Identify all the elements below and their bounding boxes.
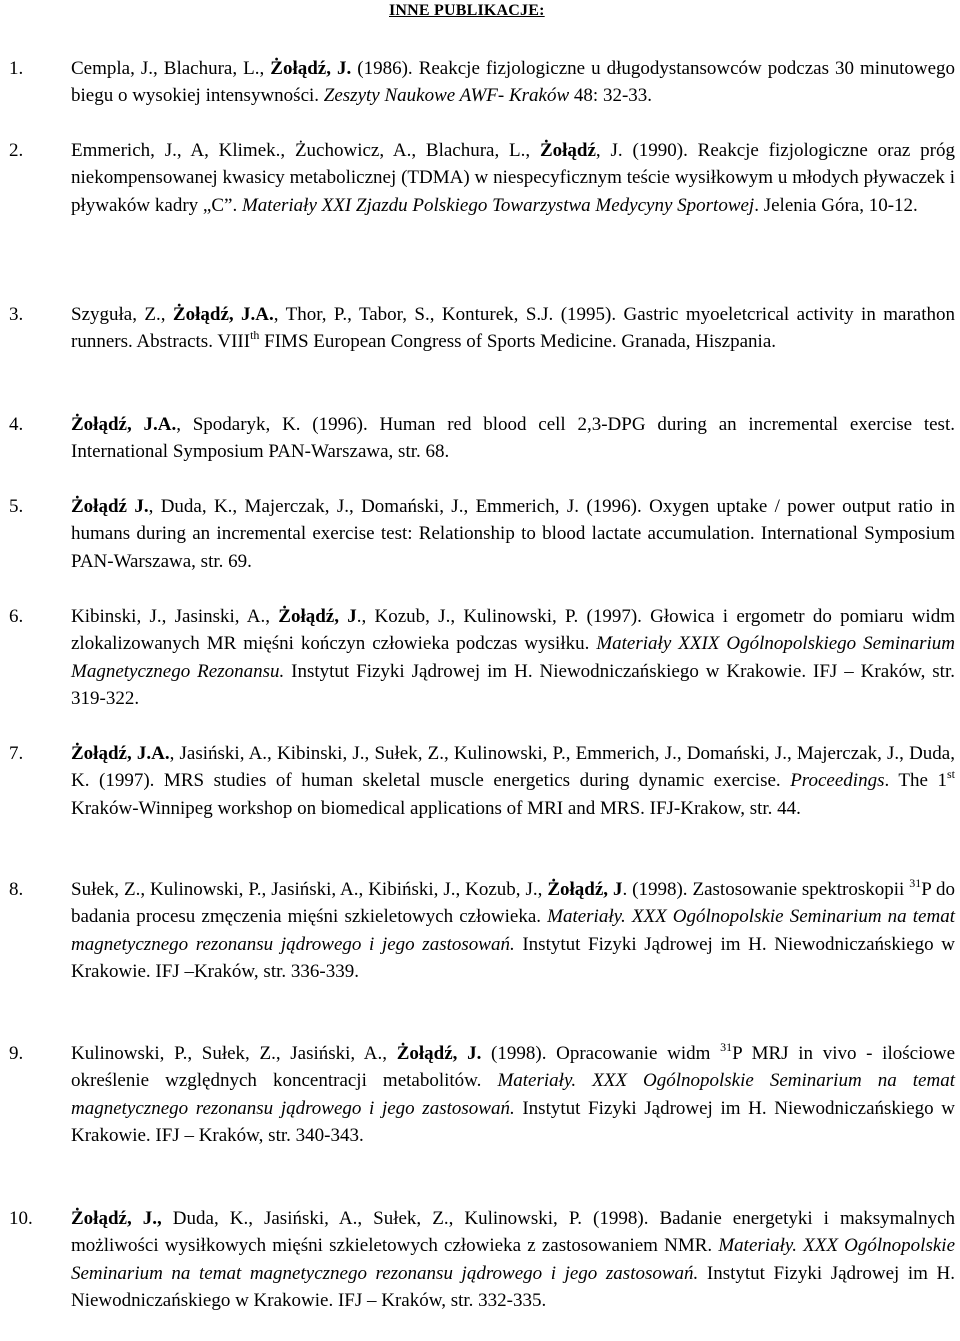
citation-text: Instytut Fizyki Jądrowej im H. Niewodniczańskiego w Krakowie. IFJ – Kraków, str. 340-343. — [71, 1097, 955, 1146]
entry-text — [71, 876, 955, 985]
publication-entry — [0, 1205, 960, 1314]
publication-entry — [0, 301, 960, 356]
author-highlight: Żołądź, J. — [396, 1043, 482, 1064]
citation-text: FIMS European Congress of Sports Medicine. Granada, Hiszpania. — [259, 331, 776, 353]
author-highlight: Żołądź, J — [547, 879, 623, 900]
journal-title: Proceedings — [790, 770, 885, 792]
journal-title: Materiały. XXX Ogólnopolskie Seminarium na temat magnetycznego rezonansu jądrowego i jego zastosowań. — [71, 1070, 955, 1119]
citation-text: . Jelenia Góra, 10-12. — [754, 194, 918, 216]
authors: Sułek, Z., Kulinowski, P., Jasiński, A., Kibiński, J., Kozub, J., — [71, 879, 548, 900]
citation-text: 48: 32-33. — [569, 85, 653, 107]
entry-text — [71, 740, 955, 822]
citation-text: . The 1 — [884, 770, 947, 792]
entry-text — [71, 301, 955, 356]
citation-text: , Jasiński, A., Kibinski, J., Sułek, Z., Kulinowski, P., Emmerich, J., Domański, J., Majerczak, J., Duda, K. (1997). MRS studies of human skeletal muscle energetics during dynamic exercise. — [71, 743, 955, 792]
journal-title: Materiały XXIX Ogólnopolskiego Seminarium Magnetycznego Rezonansu. — [71, 633, 955, 682]
entry-text — [71, 493, 955, 575]
author-highlight: Żołądź, J.A. — [71, 414, 177, 435]
citation-text: Kraków-Winnipeg workshop on biomedical applications of MRI and MRS. IFJ-Krakow, str. 44. — [71, 797, 801, 819]
entry-number: 8. — [9, 879, 24, 900]
author-highlight: Żołądź, J.A. — [71, 743, 170, 764]
journal-title: Materiały. XXX Ogólnopolskie Seminarium na temat magnetycznego rezonansu jądrowego i jego zastosowań. — [71, 1235, 955, 1284]
publication-entry — [0, 493, 960, 575]
entry-number: 9. — [9, 1043, 24, 1064]
author-highlight: Żołądź J. — [71, 496, 149, 517]
citation-text: Instytut Fizyki Jądrowej im H. Niewodniczańskiego w Krakowie. IFJ – Kraków, str. 319-322. — [71, 660, 955, 709]
entry-number: 2. — [9, 140, 24, 161]
citation-text: , J. (1990). Reakcje fizjologiczne oraz próg niekompensowanej kwasicy metabolicznej (TDMA) w niespecyficznym teście wysiłkowym u młodych pływaczek i pływaków kadry „C”. — [71, 140, 955, 216]
author-highlight: Żołądź, J — [278, 606, 357, 627]
citation-text: (1986). Reakcje fizjologiczne u długodystansowców podczas 30 minutowego biegu o wysokiej intensywności. — [71, 58, 956, 107]
authors: Szyguła, Z., — [71, 304, 173, 325]
publication-entry — [0, 137, 960, 219]
author-highlight: Żołądź, J. — [270, 58, 352, 79]
citation-text: ., Kozub, J., Kulinowski, P. (1997). Głowica i ergometr do pomiaru widm zlokalizowanych MR mięśni kończyn człowieka podczas wysiłku. — [71, 606, 955, 655]
citation-text: (1998). Opracowanie widm — [481, 1043, 721, 1064]
superscript: st — [947, 767, 956, 782]
citation-text: , Duda, K., Majerczak, J., Domański, J., Emmerich, J. (1996). Oxygen uptake / power output ratio in humans during an incremental exercise test: Relationship to blood lactate accumulation. International Symposium PAN-Warszawa, str. 69. — [71, 496, 955, 572]
citation-text: P MRJ in vivo - ilościowe określenie względnych koncentracji metabolitów. — [71, 1043, 956, 1092]
entry-number: 3. — [9, 304, 24, 325]
superscript: 31 — [909, 876, 922, 890]
author-highlight: Żołądź — [539, 140, 596, 161]
publication-entry — [0, 603, 960, 712]
publication-entry — [0, 876, 960, 985]
author-highlight: Żołądź, J., — [71, 1208, 162, 1229]
journal-title: Materiały XXI Zjazdu Polskiego Towarzystwa Medycyny Sportowej — [241, 194, 755, 216]
authors: Kibinski, J., Jasinski, A., — [71, 606, 279, 627]
citation-text: , Spodaryk, K. (1996). Human red blood cell 2,3-DPG during an incremental exercise test. International Symposium PAN-Warszawa, str. 68. — [71, 414, 955, 463]
entry-number: 10. — [9, 1208, 33, 1229]
entry-number: 7. — [9, 743, 24, 764]
publication-entry — [0, 411, 960, 466]
superscript: 31 — [720, 1040, 733, 1054]
citation-text: P do badania procesu zmęczenia mięśni szkieletowych człowieka. — [71, 879, 955, 928]
citation-text: Instytut Fizyki Jądrowej im H. Niewodniczańskiego w Krakowie. IFJ –Kraków, str. 336-339. — [71, 933, 955, 982]
entry-text — [71, 1205, 955, 1314]
entry-number: 6. — [9, 606, 24, 627]
entry-text — [71, 55, 955, 110]
authors: Kulinowski, P., Sułek, Z., Jasiński, A., — [71, 1043, 397, 1064]
citation-text: , Thor, P., Tabor, S., Konturek, S.J. (1995). Gastric myoeletcrical activity in marathon runners. Abstracts. VIII — [71, 304, 955, 353]
superscript: th — [250, 328, 260, 343]
entry-text — [71, 411, 955, 466]
entry-text — [71, 137, 955, 219]
entry-text — [71, 603, 955, 712]
publication-entry — [0, 740, 960, 822]
citation-text: . (1998). Zastosowanie spektroskopii — [622, 879, 910, 900]
entry-number: 5. — [9, 496, 24, 517]
citation-text: Instytut Fizyki Jądrowej im H. Niewodniczańskiego w Krakowie. IFJ – Kraków, str. 332-335. — [71, 1262, 956, 1311]
entry-number: 1. — [9, 58, 24, 79]
journal-title: Materiały. XXX Ogólnopolskie Seminarium na temat magnetycznego rezonansu jądrowego i jego zastosowań. — [71, 906, 955, 955]
entry-text — [71, 1040, 955, 1149]
journal-title: Zeszyty Naukowe AWF- Kraków — [323, 85, 570, 107]
publication-entry — [0, 1040, 960, 1149]
citation-text: Duda, K., Jasiński, A., Sułek, Z., Kulinowski, P. (1998). Badanie energetyki i maksymalnych możliwości wysiłkowych mięśni szkieletowych człowieka z zastosowaniem NMR. — [71, 1208, 956, 1257]
author-highlight: Żołądź, J.A. — [172, 304, 274, 325]
publication-entry — [0, 55, 960, 110]
entry-number: 4. — [9, 414, 24, 435]
authors: Cempla, J., Blachura, L., — [71, 58, 271, 79]
page-heading: INNE PUBLIKACJE: — [389, 2, 545, 19]
authors: Emmerich, J., A, Klimek., Żuchowicz, A., Blachura, L., — [71, 140, 540, 161]
